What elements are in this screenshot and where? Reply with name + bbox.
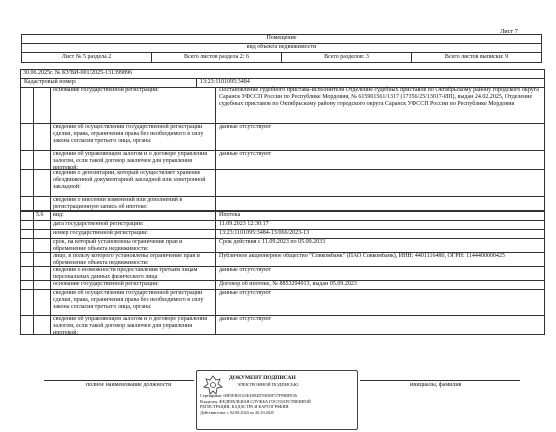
- blank-cell: [21, 230, 34, 238]
- stamp-validity: Действителен: с 02.08.2024 по 26.10.2025: [200, 410, 275, 416]
- row-number: [34, 316, 51, 334]
- total-sections: Всего разделов: 3: [282, 53, 412, 62]
- row-number: [34, 197, 51, 210]
- row-value: Публичное акционерное общество "Совкомбанк" (ПАО Совкомбанк), ИНН: 4401116480, ОГРН: 1144400000425: [219, 253, 505, 259]
- row-label: основание государственной регистрации:: [51, 281, 216, 289]
- table-row: [21, 170, 544, 197]
- encumbrance-table: [20, 87, 545, 335]
- table-row: [21, 211, 544, 221]
- row-value: Ипотека: [219, 212, 241, 218]
- blank-cell: [21, 170, 34, 196]
- row-value: 13:23:1101095:3484-13/066/2023-13: [219, 230, 310, 236]
- sheet-label: Лист 7: [500, 28, 518, 35]
- document-header: [21, 34, 542, 63]
- sheet-section: Лист № 5 раздела 2: [22, 53, 152, 62]
- row-number: [34, 267, 51, 280]
- row-value: данные отсутствуют: [219, 267, 272, 273]
- row-label: сведения об управляющем залогом и о договоре управления залогом, если такой договор заключен для управления ипотекой:: [51, 316, 216, 334]
- table-row: [21, 281, 544, 290]
- row-label: сведения об управляющем залогом и о договоре управления залогом, если такой договор заключен для управления ипотекой:: [51, 151, 216, 169]
- row-number: [34, 170, 51, 196]
- sheet-info: [22, 53, 541, 62]
- row-value: Договор об ипотеке, № 8853294913, выдан 05.09.2023: [219, 281, 357, 287]
- blank-cell: [21, 221, 34, 229]
- signer-name-label: инициалы, фамилия: [410, 382, 462, 388]
- blank-cell: [21, 316, 34, 334]
- stamp-details: [200, 393, 354, 416]
- row-label: сведения о депозитарии, который осуществляет хранение обездвиженной документарной закладной или электронной закладной:: [51, 170, 216, 196]
- table-row: [21, 290, 544, 316]
- row-number: [34, 239, 51, 252]
- row-value: данные отсутствуют: [219, 151, 272, 157]
- total-sheets-extract: Всего листов выписки: 9: [444, 54, 509, 60]
- blank-cell: [21, 197, 34, 210]
- cadastral-value: 13:23:1101095:3484: [200, 79, 250, 85]
- row-number: [34, 87, 51, 123]
- table-row: [21, 87, 544, 124]
- signer-line: [360, 380, 520, 381]
- row-number: [34, 221, 51, 229]
- electronic-signature-stamp: [196, 370, 358, 430]
- position-label: полное наименование должности: [86, 382, 172, 388]
- row-number: [34, 281, 51, 289]
- cadastral-label: Кадастровый номер:: [21, 79, 197, 87]
- row-label: дата государственной регистрации:: [51, 221, 216, 229]
- table-row: [21, 239, 544, 253]
- table-row: [21, 151, 544, 170]
- total-sheets-section: Всего листов раздела 2: 6: [152, 53, 282, 62]
- stamp-owner-cont: РЕГИСТРАЦИИ, КАДАСТРА И КАРТОГРАФИИ: [200, 404, 289, 410]
- row-label: сведения о внесении изменений или дополнений в регистрационную запись об ипотеке:: [51, 197, 216, 210]
- object-type: Помещение: [22, 35, 541, 44]
- stamp-certificate: Сертификат: 00F5EB5C63E45B4D76E85F37F99BFE56: [200, 393, 298, 398]
- table-row: [21, 124, 544, 151]
- row-number: [34, 290, 51, 315]
- blank-cell: [21, 253, 34, 266]
- row-value: данные отсутствуют: [219, 290, 272, 296]
- row-label: срок, на который установлены ограничение прав и обременение объекта недвижимости:: [51, 239, 216, 252]
- row-label: основание государственной регистрации:: [51, 87, 216, 123]
- blank-cell: [21, 267, 34, 280]
- row-value: данные отсутствуют: [219, 124, 272, 130]
- row-value: Срок действия с 11.09.2023 по 05.09.2033: [219, 239, 326, 245]
- row-value: 11.09.2023 12:30:17: [219, 221, 269, 227]
- position-line: [44, 380, 194, 381]
- row-number: [34, 253, 51, 266]
- blank-cell: [21, 124, 34, 150]
- row-label: вид:: [51, 212, 216, 220]
- row-label: номер государственной регистрации:: [51, 230, 216, 238]
- row-number: [34, 230, 51, 238]
- row-value: Постановление судебного пристава-исполнителя Отделение судебных приставов по Октябрьскому району городского округа Саранск УФССП России по Республике Мордовия, № 615901561/1317 (17356/25/13017-ИП), выдан 24.02.2025, Отделение судебных приставов по Октябрьскому району городского округа Саранск УФССП России по Республике Мордовия: [219, 87, 539, 108]
- blank-cell: [21, 281, 34, 289]
- row-value: [216, 170, 544, 196]
- table-row: [21, 197, 544, 211]
- row-number: 5.6: [34, 212, 51, 220]
- row-number: [34, 124, 51, 150]
- blank-cell: [21, 212, 34, 220]
- row-label: сведения об осуществлении государственной регистрации сделки, права, ограничения права без необходимого в силу закона согласия третьего лица, органа:: [51, 290, 216, 315]
- extract-number: 30.06.2025г. № КУВИ-001/2025-131399896: [20, 69, 545, 79]
- row-number: [34, 151, 51, 169]
- table-row: [21, 221, 544, 230]
- table-row: [21, 267, 544, 281]
- table-row: [21, 253, 544, 267]
- blank-cell: [21, 151, 34, 169]
- stamp-title: ДОКУМЕНТ ПОДПИСАН: [229, 375, 296, 381]
- object-type-caption: вид объекта недвижимости: [22, 44, 541, 53]
- table-row: [21, 230, 544, 239]
- row-value: данные отсутствуют: [219, 316, 272, 322]
- table-row: [21, 316, 544, 335]
- blank-cell: [21, 239, 34, 252]
- row-label: сведения о возможности предоставления третьим лицам персональных данных физического лица: [51, 267, 216, 280]
- blank-cell: [21, 290, 34, 315]
- stamp-subtitle: ЭЛЕКТРОННОЙ ПОДПИСЬЮ: [237, 382, 299, 387]
- row-value: [216, 197, 544, 210]
- row-label: лицо, в пользу которого установлены ограничение прав и обременение объекта недвижимости:: [51, 253, 216, 266]
- blank-cell: [21, 87, 34, 123]
- row-label: сведения об осуществлении государственной регистрации сделки, права, ограничения права без необходимого в силу закона согласия третьего лица, органа:: [51, 124, 216, 150]
- stamp-owner: Владелец: ФЕДЕРАЛЬНАЯ СЛУЖБА ГОСУДАРСТВЕННОЙ: [200, 398, 311, 404]
